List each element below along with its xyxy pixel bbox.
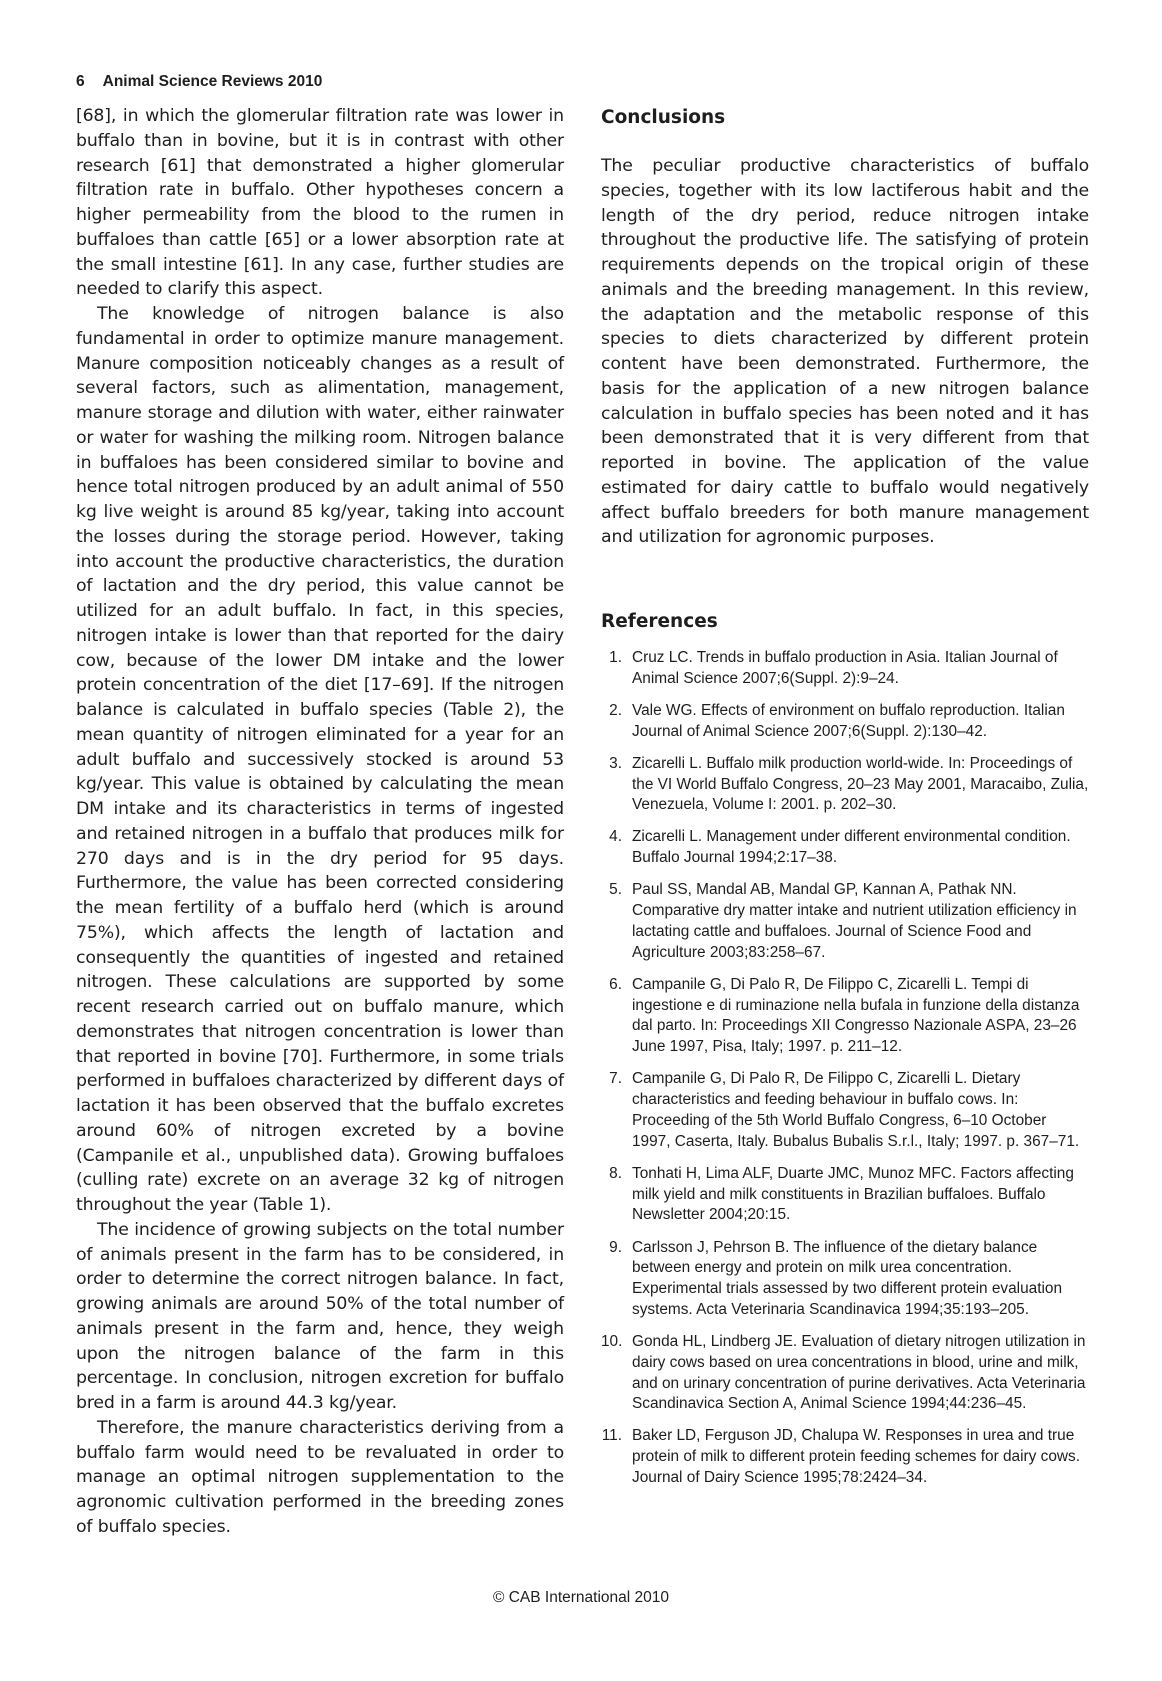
reference-number: 11. (601, 1427, 622, 1445)
reference-number: 4. (609, 828, 622, 846)
reference-item (601, 1238, 1089, 1321)
reference-number: 5. (609, 881, 622, 899)
reference-number: 2. (609, 701, 622, 719)
body-paragraph: [68], in which the glomerular filtration rate was lower in buffalo than in bovine, but it is in contrast with other research [61] that demonstrated a higher glomerular filtration rate in buffalo. Other hypotheses concern a higher permeability from the blood to the rumen in buffaloes than cattle [65] or a lower absorption rate at the small intestine [61]. In any case, further studies are needed to clarify this aspect. (76, 106, 564, 300)
reference-item (601, 754, 1089, 816)
reference-item (601, 1164, 1089, 1226)
body-paragraph: The knowledge of nitrogen balance is also fundamental in order to optimize manure management. Manure composition noticeably changes as a result of several factors, such as alimentation, management, manure storage and dilution with water, either rainwater or water for washing the milking room. Nitrogen balance in buffaloes has been considered similar to bovine and hence total nitrogen produced by an adult animal of 550 kg live weight is around 85 kg/year, taking into account the losses during the storage period. However, taking into account the productive characteristics, the duration of lactation and the dry period, this value cannot be utilized for an adult buffalo. In fact, in this species, nitrogen intake is lower than that reported for the dairy cow, because of the lower DM intake and the lower protein concentration of the diet [17–69]. If the nitrogen balance is calculated in buffalo species (Table 2), the mean quantity of nitrogen eliminated for a year for an adult buffalo and successively stocked is around 53 kg/year. This value is obtained by calculating the mean DM intake and its characteristics in terms of ingested and retained nitrogen in a buffalo that produces milk for 270 days and is in the dry period for 95 days. Furthermore, the value has been corrected considering the mean fertility of a buffalo herd (which is around 75%), which affects the length of lactation and consequently the quantities of ingested and retained nitrogen. These calculations are supported by some recent research carried out on buffalo manure, which demonstrates that nitrogen concentration is lower than that reported in bovine [70]. Furthermore, in some trials performed in buffaloes characterized by different days of lactation it has been observed that the buffalo excretes around 60% of nitrogen excreted by a bovine (Campanile et al., unpublished data). Growing buffaloes (culling rate) excrete on an average 32 kg of nitrogen throughout the year (Table 1). (76, 304, 564, 1215)
reference-item (601, 701, 1089, 743)
reference-text: Vale WG. Effects of environment on buffalo reproduction. Italian Journal of Animal Science 2007;6(Suppl. 2):130–42. (632, 701, 1065, 740)
page-number: 6 (76, 73, 85, 90)
reference-number: 3. (609, 754, 622, 772)
reference-text: Tonhati H, Lima ALF, Duarte JMC, Munoz MFC. Factors affecting milk yield and milk constituents in Brazilian buffaloes. Buffalo Newsletter 2004;20:15. (632, 1164, 1074, 1224)
reference-number: 8. (609, 1164, 622, 1182)
journal-title: Animal Science Reviews 2010 (102, 73, 323, 90)
reference-text: Campanile G, Di Palo R, De Filippo C, Zicarelli L. Tempi di ingestione e di ruminazione nella bufala in funzione della distanza dal parto. In: Proceedings XII Congresso Nazionale ASPA, 23–26 June 1997, Pisa, Italy; 1997. p. 211–12. (632, 975, 1080, 1056)
body-paragraph: The incidence of growing subjects on the total number of animals present in the farm has to be considered, in order to determine the correct nitrogen balance. In fact, growing animals are around 50% of the total number of animals present in the farm and, hence, they weigh upon the nitrogen balance of the farm in this percentage. In conclusion, nitrogen excretion for buffalo bred in a farm is around 44.3 kg/year. (76, 1219, 564, 1413)
running-head (76, 73, 322, 91)
reference-number: 7. (609, 1070, 622, 1088)
reference-item (601, 648, 1089, 690)
conclusions-heading: Conclusions (601, 107, 726, 128)
reference-number: 9. (609, 1238, 622, 1256)
reference-text: Cruz LC. Trends in buffalo production in Asia. Italian Journal of Animal Science 2007;6(Suppl. 2):9–24. (632, 649, 1058, 687)
reference-text: Zicarelli L. Management under different environmental condition. Buffalo Journal 1994;2:17–38. (632, 828, 1071, 867)
reference-item (601, 1332, 1089, 1415)
right-column (601, 104, 1089, 1500)
references-heading: References (601, 611, 718, 632)
copyright-footer: © CAB International 2010 (492, 1589, 669, 1606)
reference-item (601, 1069, 1089, 1152)
reference-number: 6. (609, 975, 622, 993)
reference-item (601, 975, 1089, 1058)
left-column (76, 104, 564, 1540)
reference-list (601, 648, 1089, 1489)
reference-text: Zicarelli L. Buffalo milk production world-wide. In: Proceedings of the VI World Buffalo Congress, 20–23 May 2001, Maracaibo, Zulia, Venezuela, Volume I: 2001. p. 202–30. (632, 754, 1089, 814)
reference-item (601, 1426, 1089, 1488)
reference-item (601, 880, 1089, 963)
reference-number: 1. (609, 649, 622, 666)
reference-text: Gonda HL, Lindberg JE. Evaluation of dietary nitrogen utilization in dairy cows based on urea concentrations in blood, urine and milk, and on urinary concentration of purine derivatives. Acta Veterinaria Scandinavica Section A, Animal Science 1994;44:236–45. (632, 1332, 1086, 1413)
reference-text: Baker LD, Ferguson JD, Chalupa W. Responses in urea and true protein of milk to different protein feeding schemes for dairy cows. Journal of Dairy Science 1995;78:2424–34. (632, 1427, 1080, 1487)
reference-text: Campanile G, Di Palo R, De Filippo C, Zicarelli L. Dietary characteristics and feeding behaviour in buffalo cows. In: Proceeding of the 5th World Buffalo Congress, 6–10 October 1997, Caserta, Italy. Bubalus Bubalis S.r.l., Italy; 1997. p. 367–71. (632, 1070, 1080, 1150)
body-paragraph: Therefore, the manure characteristics deriving from a buffalo farm would need to be revaluated in order to manage an optimal nitrogen supplementation to the agronomic cultivation performed in the breeding zones of buffalo species. (76, 1417, 564, 1537)
conclusions-text: The peculiar productive characteristics of buffalo species, together with its low lactiferous habit and the length of the dry period, reduce nitrogen intake throughout the productive life. The satisfying of protein requirements depends on the tropical origin of these animals and the breeding management. In this review, the adaptation and the metabolic response of this species to diets characterized by different protein content have been demonstrated. Furthermore, the basis for the application of a new nitrogen balance calculation in buffalo species has been noted and it has been demonstrated that it is very different from that reported in bovine. The application of the value estimated for dairy cattle to buffalo would negatively affect buffalo breeders for both manure management and utilization for agronomic purposes. (601, 156, 1089, 548)
reference-number: 10. (601, 1332, 623, 1350)
reference-text: Paul SS, Mandal AB, Mandal GP, Kannan A, Pathak NN. Comparative dry matter intake and nutrient utilization efficiency in lactating cattle and buffaloes. Journal of Science Food and Agriculture 2003;83:258–67. (632, 881, 1077, 961)
reference-text: Carlsson J, Pehrson B. The influence of the dietary balance between energy and protein on milk urea concentration. Experimental trials assessed by two different protein evaluation systems. Acta Veterinaria Scandinavica 1994;35:193–205. (632, 1238, 1063, 1318)
reference-item (601, 827, 1089, 869)
